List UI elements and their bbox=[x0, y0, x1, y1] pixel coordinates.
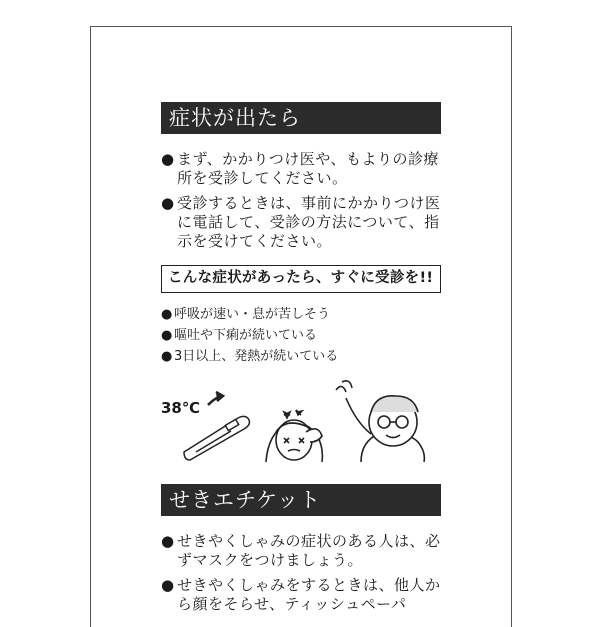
symptom-illustration bbox=[156, 372, 486, 462]
thermometer-icon bbox=[184, 416, 249, 460]
list-item-see-doctor bbox=[161, 150, 446, 188]
arrow-icon bbox=[208, 392, 223, 405]
list-item-wear-mask bbox=[161, 532, 446, 570]
list-item-text: せきやくしゃみをするときは、他人から顔をそらせ、ティッシュペーパ bbox=[177, 576, 441, 613]
elderly-person-icon bbox=[336, 381, 424, 462]
symptom-text: 呼吸が速い・息が苦しそう bbox=[174, 307, 331, 322]
urgent-callout: こんな症状があったら、すぐに受診を!! bbox=[161, 265, 441, 293]
symptom-text: 3日以上、発熱が続いている bbox=[174, 349, 339, 364]
list-item-text: まず、かかりつけ医や、もよりの診療所を受診してください。 bbox=[177, 150, 440, 187]
section-title-cough-etiquette: せきエチケット bbox=[161, 484, 441, 516]
bullet-icon: ● bbox=[161, 576, 175, 594]
bullet-icon: ● bbox=[161, 349, 173, 364]
bullet-icon: ● bbox=[161, 532, 175, 550]
bullet-icon: ● bbox=[161, 307, 173, 322]
bullet-icon: ● bbox=[161, 194, 175, 212]
bullet-icon: ● bbox=[161, 328, 173, 343]
symptom-text: 嘔吐や下痢が続いている bbox=[174, 328, 318, 343]
list-item-call-first bbox=[161, 194, 446, 251]
list-item-text: せきやくしゃみの症状のある人は、必ずマスクをつけましょう。 bbox=[177, 532, 441, 569]
list-item-turn-away bbox=[161, 576, 446, 614]
bullet-icon: ● bbox=[161, 150, 175, 168]
temperature-label: 38℃ bbox=[161, 399, 201, 417]
sick-person-icon bbox=[266, 410, 322, 462]
list-item-text: 受診するときは、事前にかかりつけ医に電話して、受診の方法について、指示を受けてください。 bbox=[177, 194, 441, 250]
symptom-item bbox=[161, 328, 317, 344]
section-title-symptoms: 症状が出たら bbox=[161, 102, 441, 134]
health-leaflet bbox=[90, 26, 512, 627]
symptom-item bbox=[161, 349, 338, 365]
symptom-item bbox=[161, 307, 330, 323]
